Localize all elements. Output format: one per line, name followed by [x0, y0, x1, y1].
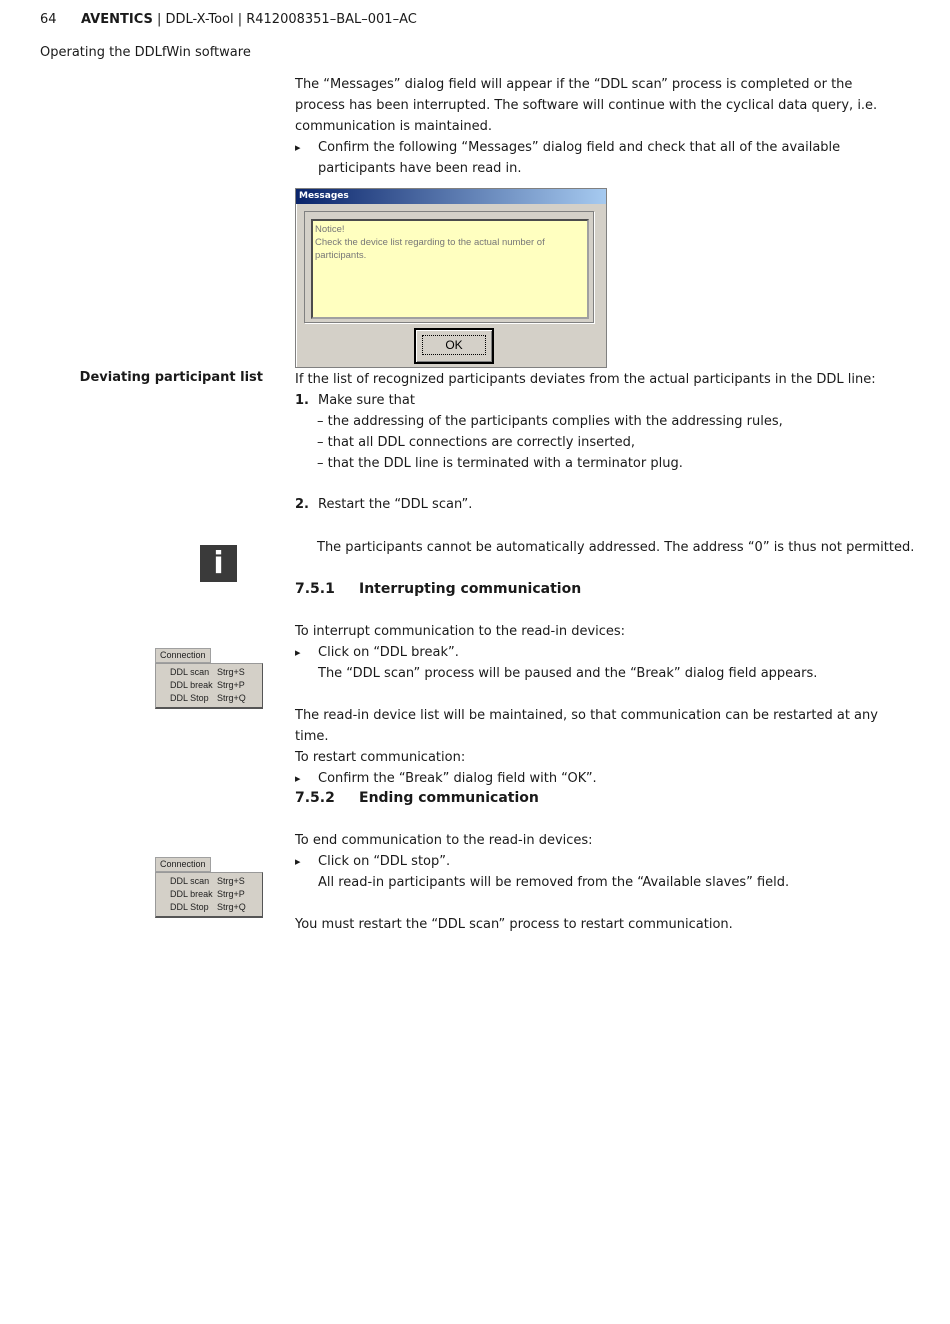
- menu-item-ddl-stop[interactable]: [156, 692, 262, 705]
- s751-para-3: To restart communication:: [295, 750, 466, 765]
- heading-number: 7.5.2: [295, 790, 335, 806]
- s752-bullet-1-follow: All read-in participants will be removed from the “Available slaves” field.: [318, 875, 790, 890]
- s752-para-2: You must restart the “DDL scan” process to restart communication.: [295, 917, 733, 932]
- menu-item-label: DDL break: [170, 680, 213, 690]
- menu-item-label: DDL break: [170, 889, 213, 899]
- s751-para-2: The read-in device list will be maintained, so that communication can be restarted at any time.: [295, 708, 878, 744]
- section-751-body: [295, 621, 905, 789]
- heading-number: 7.5.1: [295, 581, 335, 597]
- section-752-body: [295, 830, 905, 935]
- heading-7-5-1: [295, 581, 581, 597]
- check-item-3: – that the DDL line is terminated with a terminator plug.: [317, 456, 683, 471]
- intro-block: [295, 74, 905, 179]
- menu-item-ddl-scan[interactable]: [156, 666, 262, 679]
- s752-lead: To end communication to the read-in devices:: [295, 833, 593, 848]
- messages-dialog: [295, 188, 607, 368]
- heading-text: Interrupting communication: [359, 581, 582, 597]
- step-1: [295, 390, 905, 411]
- menu-item-label: DDL scan: [170, 667, 210, 677]
- menu-title[interactable]: Connection: [155, 648, 211, 663]
- menu-item-shortcut: Strg+S: [217, 667, 245, 677]
- s751-bullet-1-follow: The “DDL scan” process will be paused and the “Break” dialog field appears.: [318, 666, 818, 681]
- menu-body: [155, 663, 263, 709]
- side-label-deviating: Deviating participant list: [79, 370, 263, 385]
- menu-item-ddl-stop[interactable]: [156, 901, 262, 914]
- dialog-text: Check the device list regarding to the actual number of participants.: [315, 237, 545, 261]
- step-2-text: Restart the “DDL scan”.: [318, 497, 473, 512]
- menu-title[interactable]: Connection: [155, 857, 211, 872]
- s751-bullet-1: ▸ Click on “DDL break”.: [295, 642, 905, 663]
- s752-bullet-1: ▸ Click on “DDL stop”.: [295, 851, 905, 872]
- menu-item-shortcut: Strg+Q: [217, 693, 246, 703]
- document-id: | DDL-X-Tool | R412008351–BAL–001–AC: [152, 12, 417, 27]
- menu-item-label: DDL scan: [170, 876, 210, 886]
- section-title: Operating the DDLfWin software: [40, 45, 251, 60]
- connection-menu-stop: [155, 857, 263, 918]
- step-2: [295, 494, 905, 515]
- menu-item-ddl-scan[interactable]: [156, 875, 262, 888]
- deviating-lead: If the list of recognized participants deviates from the actual participants in the DDL line:: [295, 372, 876, 387]
- s751-bullet-2: ▸ Confirm the “Break” dialog field with “OK”.: [295, 768, 905, 789]
- menu-item-ddl-break[interactable]: [156, 888, 262, 901]
- s751-lead: To interrupt communication to the read-in devices:: [295, 624, 626, 639]
- dialog-title: Messages: [296, 189, 606, 204]
- step-1-number: 1.: [295, 393, 309, 408]
- connection-menu-break: [155, 648, 263, 709]
- menu-item-shortcut: Strg+P: [217, 889, 245, 899]
- heading-7-5-2: [295, 790, 539, 806]
- page-number: 64: [40, 12, 57, 27]
- ok-button[interactable]: [414, 328, 494, 364]
- step-2-number: 2.: [295, 497, 309, 512]
- info-icon: i: [200, 545, 237, 582]
- dialog-frame: [304, 211, 594, 323]
- check-item-2: – that all DDL connections are correctly inserted,: [317, 435, 635, 450]
- brand-name: AVENTICS: [81, 12, 153, 27]
- page-header: [40, 12, 417, 27]
- menu-item-label: DDL Stop: [170, 902, 209, 912]
- menu-item-shortcut: Strg+S: [217, 876, 245, 886]
- dialog-message: [311, 219, 589, 319]
- menu-item-label: DDL Stop: [170, 693, 209, 703]
- menu-item-ddl-break[interactable]: [156, 679, 262, 692]
- heading-text: Ending communication: [359, 790, 539, 806]
- deviating-block: [295, 369, 905, 515]
- dialog-notice: Notice!: [315, 224, 345, 235]
- intro-paragraph: The “Messages” dialog field will appear if the “DDL scan” process is completed or the process has been interrupted. The software will continue with the cyclical data query, i.e. communication is maintained.: [295, 77, 878, 134]
- ok-button-label: OK: [422, 335, 485, 355]
- menu-item-shortcut: Strg+Q: [217, 902, 246, 912]
- check-item-1: – the addressing of the participants complies with the addressing rules,: [317, 414, 783, 429]
- step-1-text: Make sure that: [318, 393, 415, 408]
- intro-bullet: ▸ Confirm the following “Messages” dialog field and check that all of the available participants have been read in.: [295, 137, 905, 179]
- menu-item-shortcut: Strg+P: [217, 680, 245, 690]
- info-note-text: The participants cannot be automatically addressed. The address “0” is thus not permitted.: [317, 540, 915, 555]
- menu-body: [155, 872, 263, 918]
